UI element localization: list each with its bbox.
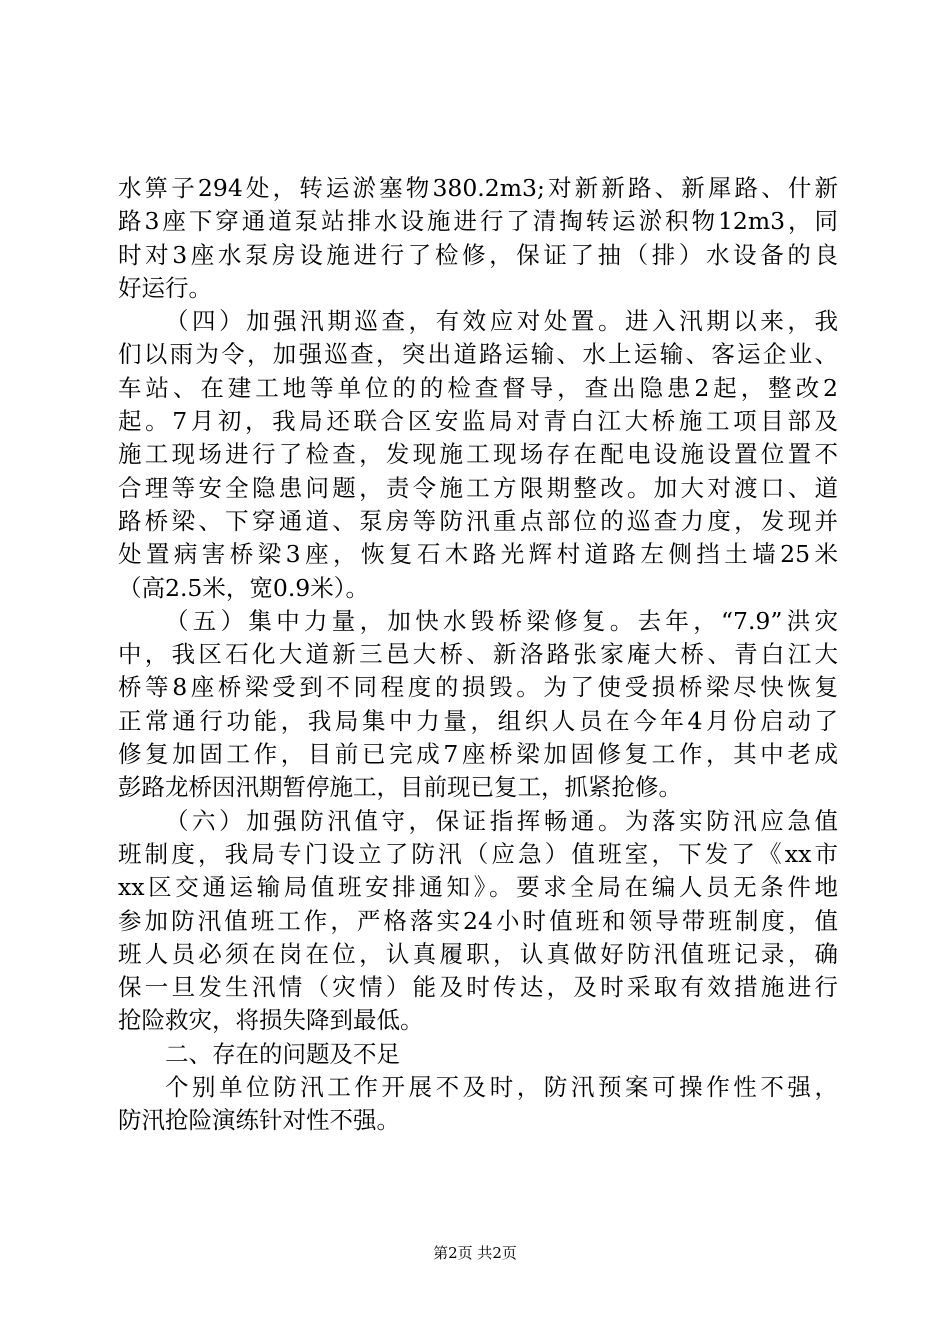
text-line: 好运行。 — [118, 273, 212, 302]
section-heading: 二、存在的问题及不足 — [165, 1039, 400, 1068]
paragraph-heading-6: （六）加强防汛值守，保证指挥畅通。为落实防汛应急值 — [165, 806, 838, 835]
text-line: 路3座下穿通道泵站排水设施进行了清掏转运淤积物12m3，同 — [118, 207, 838, 236]
text-line: xx区交通运输局值班安排通知》。要求全局在编人员无条件地 — [118, 873, 838, 902]
page-number: 第2页 共2页 — [433, 1244, 517, 1262]
text-line: （高2.5米，宽0.9米）。 — [118, 573, 369, 602]
text-line: 保一旦发生汛情（灾情）能及时传达，及时采取有效措施进行 — [118, 973, 838, 1002]
text-line: 个别单位防汛工作开展不及时，防汛预案可操作性不强， — [165, 1073, 838, 1102]
paragraph-heading-5: （五）集中力量，加快水毁桥梁修复。去年，“7.9”洪灾 — [165, 606, 838, 635]
text-line: 时对3座水泵房设施进行了检修，保证了抽（排）水设备的良 — [118, 240, 838, 269]
text-line: 参加防汛值班工作，严格落实24小时值班和领导带班制度，值 — [118, 906, 838, 935]
paragraph-heading-4: （四）加强汛期巡查，有效应对处置。进入汛期以来，我 — [165, 307, 838, 336]
page-footer — [0, 1243, 950, 1263]
text-line: 桥等8座桥梁受到不同程度的损毁。为了使受损桥梁尽快恢复 — [118, 673, 838, 702]
text-line: 车站、在建工地等单位的的检查督导，查出隐患2起，整改2 — [118, 373, 838, 402]
text-line: 班制度，我局专门设立了防汛（应急）值班室，下发了《xx市 — [118, 839, 838, 868]
text-line: 抢险救灾，将损失降到最低。 — [118, 1006, 424, 1035]
text-line: 班人员必须在岗在位，认真履职，认真做好防汛值班记录，确 — [118, 939, 838, 968]
text-line: 施工现场进行了检查，发现施工现场存在配电设施设置位置不 — [118, 440, 838, 469]
text-line: 水箅子294处，转运淤塞物380.2m3;对新新路、新犀路、什新 — [118, 174, 838, 202]
text-line: 修复加固工作，目前已完成7座桥梁加固修复工作，其中老成 — [118, 740, 838, 769]
text-line: 路桥梁、下穿通道、泵房等防汛重点部位的巡查力度，发现并 — [118, 506, 838, 535]
text-line: 们以雨为令，加强巡查，突出道路运输、水上运输、客运企业、 — [118, 340, 838, 369]
document-body — [118, 172, 838, 1138]
text-line: 彭路龙桥因汛期暂停施工，目前现已复工，抓紧抢修。 — [118, 773, 682, 802]
text-line: 合理等安全隐患问题，责令施工方限期整改。加大对渡口、道 — [118, 473, 838, 502]
text-line: 中，我区石化大道新三邑大桥、新洛路张家庵大桥、青白江大 — [118, 640, 838, 669]
text-line: 防汛抢险演练针对性不强。 — [118, 1106, 400, 1135]
text-line: 起。7月初，我局还联合区安监局对青白江大桥施工项目部及 — [118, 407, 838, 436]
text-line: 正常通行功能，我局集中力量，组织人员在今年4月份启动了 — [118, 706, 838, 735]
text-line: 处置病害桥梁3座，恢复石木路光辉村道路左侧挡土墙25米 — [118, 540, 838, 569]
